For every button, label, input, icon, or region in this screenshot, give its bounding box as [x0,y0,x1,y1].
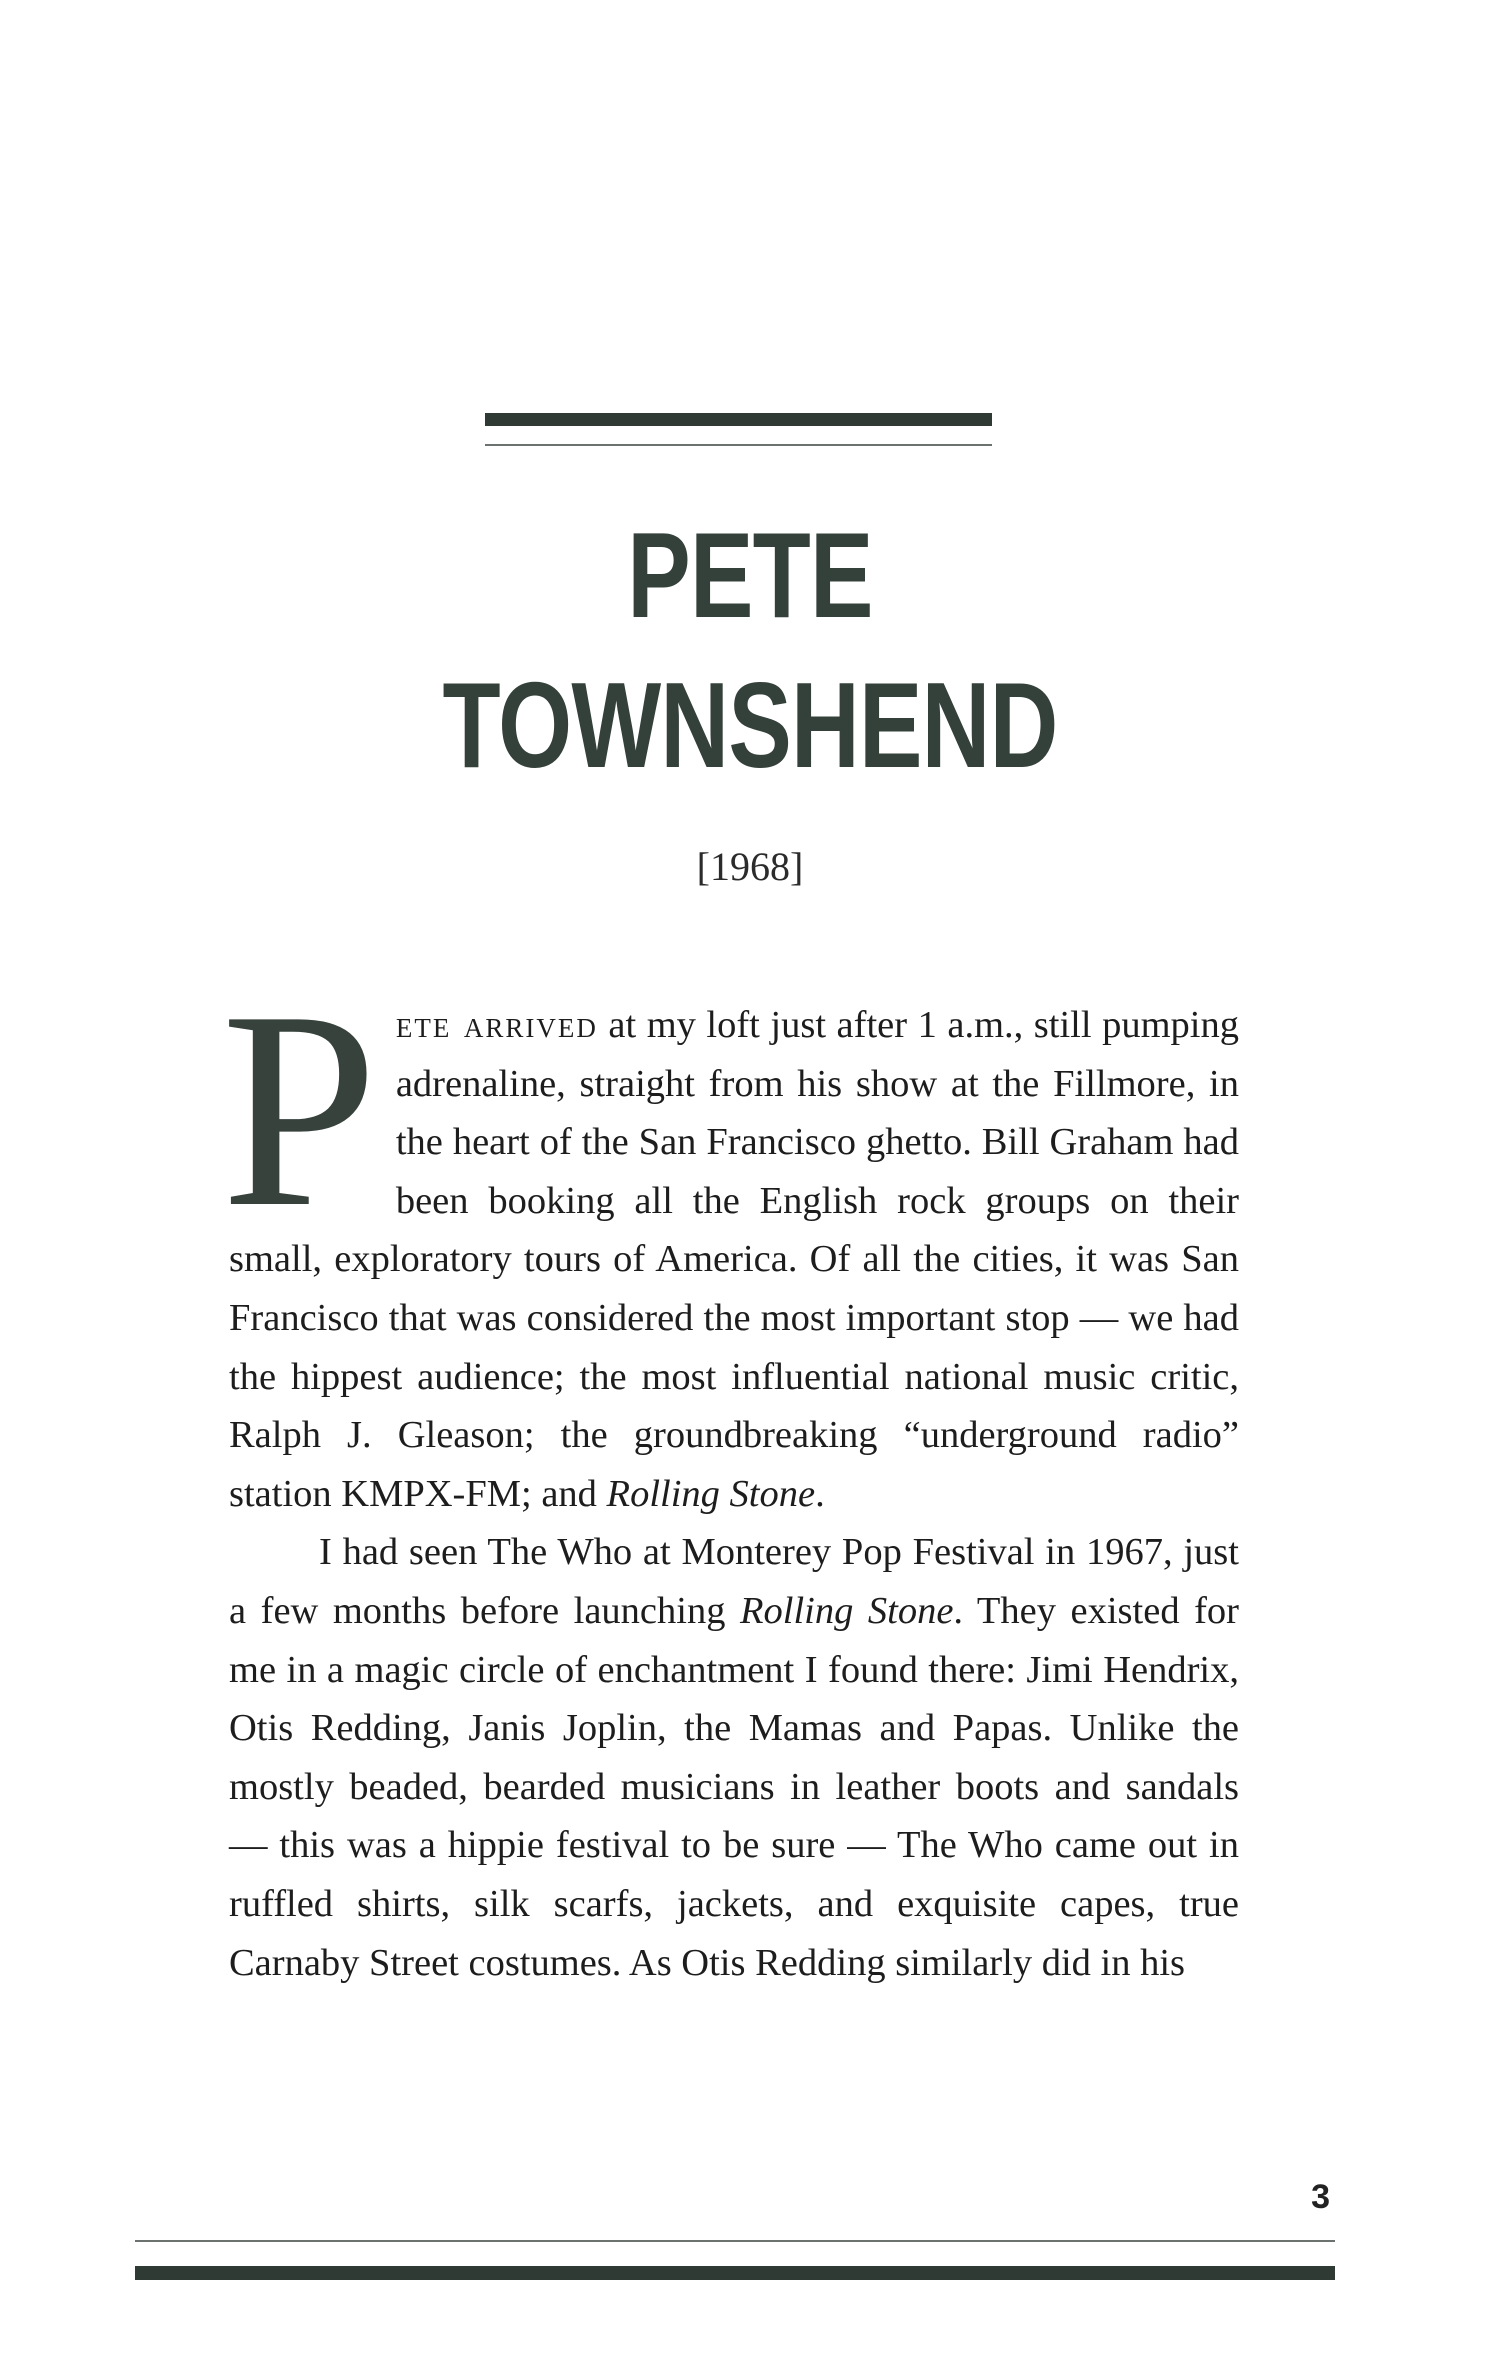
header-rule-thick [485,413,992,426]
paragraph-1 [221,953,1239,1523]
chapter-title-line-1: PETE [627,507,873,643]
paragraph-2 [229,1523,1239,1992]
header-rule-thin [485,444,992,446]
chapter-title [165,500,1335,800]
chapter-body [221,953,1239,1992]
drop-cap: P [221,953,378,1265]
paragraph-1-end: . [815,1472,825,1515]
paragraph-2-text: . They existed for me in a magic circle of enchantment I found there: Jimi Hendrix, Otis Redding, Janis Joplin, the Mamas and Papas. Unlike the mostly beaded, bearded musicians in leather boots and sandals — this was a hippie festival to be sure — The Who came out in ruffled shirts, silk scarfs, jackets, and exquisite capes, true Carnaby Street costumes. As Otis Redding similarly did in his [229,1589,1239,1984]
lead-in-smallcaps: ete arrived [395,1004,598,1046]
chapter-year: [1968] [696,844,804,889]
page-number: 3 [1311,2178,1330,2216]
paragraph-2-start: I had seen The Who at Monterey Pop Festival in 1967, just a few months before launching [229,1531,1239,1632]
footer-rule-thin [135,2240,1335,2242]
chapter-title-line-2: TOWNSHEND [442,657,1058,793]
paragraph-1-italic: Rolling Stone [606,1472,816,1515]
paragraph-2-italic: Rolling Stone [739,1589,954,1632]
footer-rule-thick [135,2266,1335,2280]
paragraph-1-text: at my loft just after 1 a.m., still pumping adrenaline, straight from his show at the Fillmore, in the heart of the San Francisco ghetto. Bill Graham had been booking all the English rock groups on their small, exploratory tours of America. Of all the cities, it was San Francisco that was considered the most important stop — we had the hippest audience; the most influential national music critic, Ralph J. Gleason; the groundbreaking “underground radio” station KMPX-FM; and [229,1004,1239,1515]
